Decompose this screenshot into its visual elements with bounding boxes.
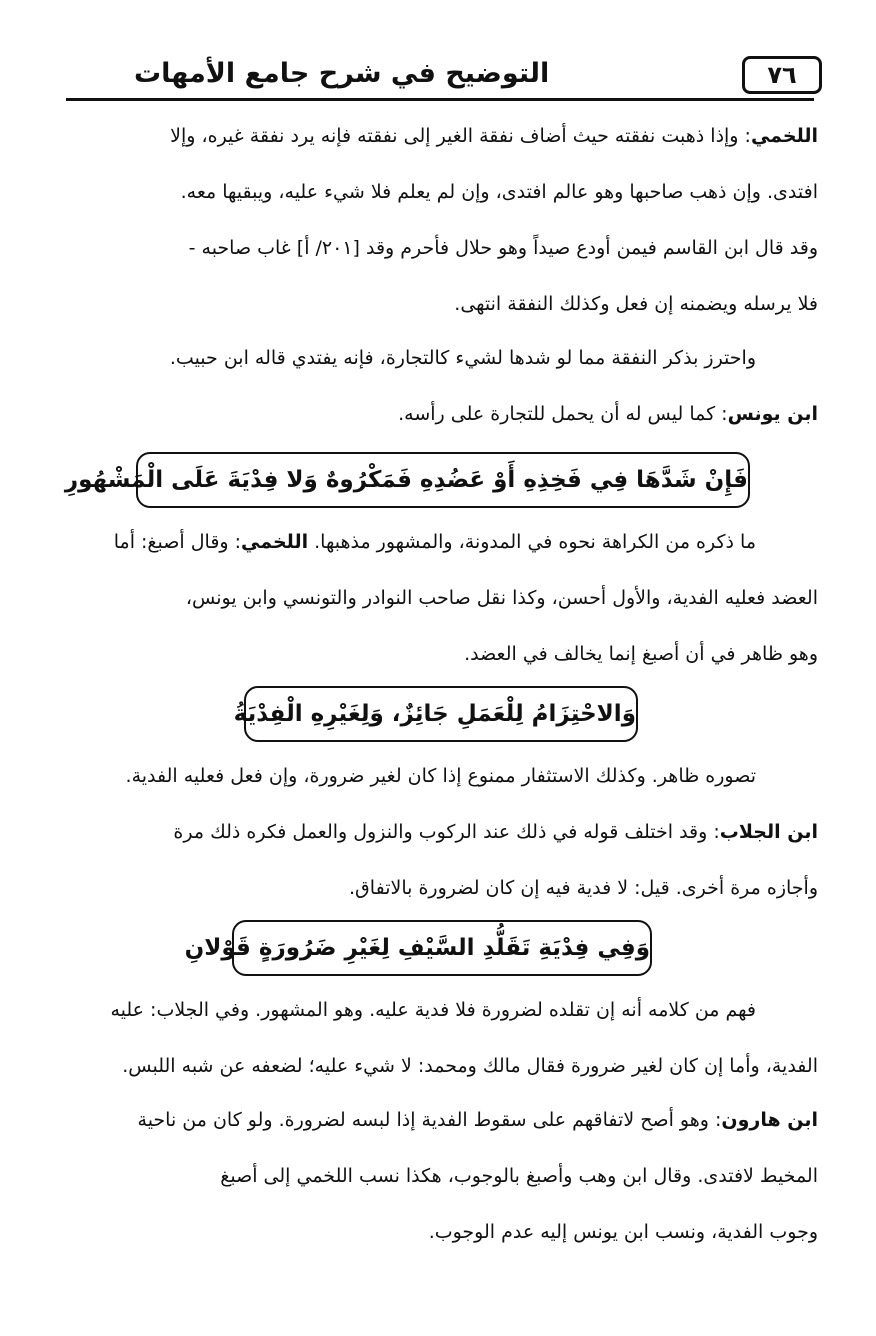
text-line: الفدية، وأما إن كان لغير ضرورة فقال مالك ومحمد: لا شيء عليه؛ لضعفه عن شبه اللبس. [122,1055,818,1077]
matn-box: وَفِي فِدْيَةِ تَقَلُّدِ السَّيْفِ لِغَيْرِ ضَرُورَةٍ قَوْلانِ [232,920,652,976]
text-line: ابن هارون: وهو أصح لاتفاقهم على سقوط الفدية إذا لبسه لضرورة. ولو كان من ناحية [137,1109,818,1131]
text-line: العضد فعليه الفدية، والأول أحسن، وكذا نقل صاحب النوادر والتونسي وابن يونس، [185,587,818,609]
text-line: تصوره ظاهر. وكذلك الاستثفار ممنوع إذا كان لغير ضرورة، وإن فعل فعليه الفدية. [125,765,756,787]
text-line: وأجازه مرة أخرى. قيل: لا فدية فيه إن كان لضرورة بالاتفاق. [349,877,818,899]
text-line: وقد قال ابن القاسم فيمن أودع صيداً وهو حلال فأحرم وقد [٢٠١/ أ] غاب صاحبه - [188,237,818,259]
speaker-name: ابن هارون [721,1109,818,1131]
speaker-name: اللخمي [750,125,818,147]
paragraph-ibn-harun [72,1092,818,1260]
page-number: ٧٦ [742,56,822,94]
paragraph-tasawwur [72,748,818,916]
speaker-name: اللخمي [241,531,309,553]
text-line: اللخمي: وإذا ذهبت نفقته حيث أضاف نفقة الغير إلى نفقته فإنه يرد نفقة غيره، وإلا [170,125,818,147]
header-divider [66,98,814,101]
speaker-name: ابن يونس [727,403,818,425]
text-line: المخيط لافتدى. وقال ابن وهب وأصبغ بالوجوب، هكذا نسب اللخمي إلى أصبغ [220,1165,818,1187]
text-line: ابن الجلاب: وقد اختلف قوله في ذلك عند الركوب والنزول والعمل فكره ذلك مرة [173,821,818,843]
text-line: وجوب الفدية، ونسب ابن يونس إليه عدم الوجوب. [428,1221,818,1243]
text-line: واحترز بذكر النفقة مما لو شدها لشيء كالتجارة، فإنه يفتدي قاله ابن حبيب. [169,347,756,369]
text-line: وهو ظاهر في أن أصبغ إنما يخالف في العضد. [464,643,818,665]
paragraph-fahm [72,982,818,1094]
text-line: ابن يونس: كما ليس له أن يحمل للتجارة على رأسه. [398,403,818,425]
book-title: التوضيح في شرح جامع الأمهات [134,58,550,89]
text-line: فهم من كلامه أنه إن تقلده لضرورة فلا فدية عليه. وهو المشهور. وفي الجلاب: عليه [110,999,756,1021]
matn-box: فَإِنْ شَدَّهَا فِي فَخِذِهِ أَوْ عَضُدِهِ فَمَكْرُوهٌ وَلا فِدْيَةَ عَلَى الْمَشْهُورِ [136,452,750,508]
text-line: ما ذكره من الكراهة نحوه في المدونة، والمشهور مذهبها. اللخمي: وقال أصبغ: أما [113,531,756,553]
text-line: افتدى. وإن ذهب صاحبها وهو عالم افتدى، وإن لم يعلم فلا شيء عليه، ويبقيها معه. [180,181,818,203]
matn-box: وَالاحْتِزَامُ لِلْعَمَلِ جَائِزٌ، وَلِغَيْرِهِ الْفِدْيَةُ [244,686,638,742]
paragraph-karaha [72,514,818,682]
paragraph-ihtaraz [72,330,818,386]
speaker-name: ابن الجلاب [719,821,818,843]
paragraph-lakhmi [72,108,818,332]
text-line: فلا يرسله ويضمنه إن فعل وكذلك النفقة انتهى. [454,293,818,315]
paragraph-ibn-yunus [72,386,818,442]
